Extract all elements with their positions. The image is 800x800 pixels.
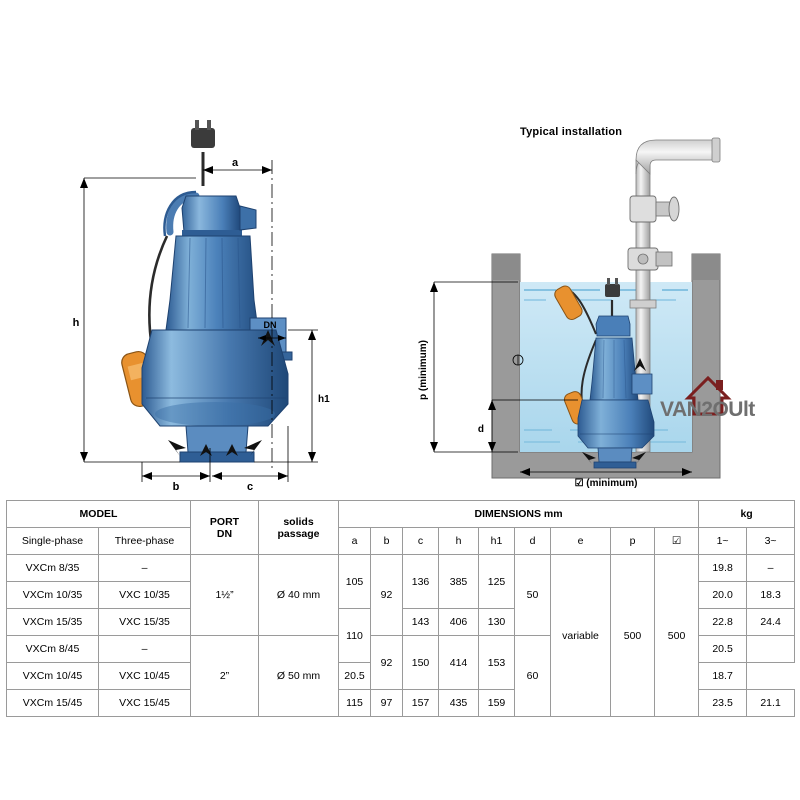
cell-a: 115 xyxy=(339,690,371,717)
header-dn-label: DN xyxy=(216,527,233,540)
cell-h: 385 xyxy=(439,555,479,609)
cell-c: 143 xyxy=(403,609,439,636)
cell-a: 110 xyxy=(339,609,371,663)
cell-h1: 153 xyxy=(479,636,515,690)
cell-solids: Ø 50 mm xyxy=(259,636,339,717)
installation-drawing xyxy=(400,0,800,490)
cell-kg-3: 18.7 xyxy=(699,663,747,690)
cell-p: 500 xyxy=(611,555,655,717)
cell-kg-1: 23.5 xyxy=(699,690,747,717)
cell-h1: 159 xyxy=(479,690,515,717)
cell-dn: 2” xyxy=(191,636,259,717)
cell-single-phase: VXCm 8/35 xyxy=(7,555,99,582)
label-p-minimum: p (minimum) xyxy=(418,340,429,400)
cell-three-phase: – xyxy=(99,555,191,582)
cell-single-phase: VXCm 10/35 xyxy=(7,582,99,609)
cell-single-phase: VXCm 15/35 xyxy=(7,609,99,636)
cell-kg-1: 22.8 xyxy=(699,609,747,636)
table-row xyxy=(7,555,795,582)
cell-kg-3 xyxy=(747,636,795,663)
cell-b: 92 xyxy=(371,636,403,690)
cell-single-phase: VXCm 8/45 xyxy=(7,636,99,663)
cell-three-phase: VXC 15/35 xyxy=(99,609,191,636)
watermark-text: VAN2OUlt xyxy=(660,398,755,421)
header-square: ☑ xyxy=(655,528,699,555)
cell-kg-1: 20.5 xyxy=(699,636,747,663)
cell-square: 500 xyxy=(655,555,699,717)
label-DN: DN xyxy=(263,320,277,330)
header-kg: kg xyxy=(699,501,795,528)
cell-single-phase: VXCm 10/45 xyxy=(7,663,99,690)
check-valve xyxy=(628,248,672,270)
header-c: c xyxy=(403,528,439,555)
cell-h1: 130 xyxy=(479,609,515,636)
header-dimensions: DIMENSIONS mm xyxy=(339,501,699,528)
cell-h: 406 xyxy=(439,609,479,636)
cell-h: 435 xyxy=(439,690,479,717)
specifications-table xyxy=(6,500,794,717)
label-h: h xyxy=(72,317,80,329)
cell-a: 105 xyxy=(339,555,371,609)
cell-e: variable xyxy=(551,555,611,717)
cell-c: 136 xyxy=(403,555,439,609)
cell-d: 60 xyxy=(515,636,551,717)
header-d: d xyxy=(515,528,551,555)
cell-solids: Ø 40 mm xyxy=(259,555,339,636)
cell-dn: 1½” xyxy=(191,555,259,636)
cell-kg-3: 21.1 xyxy=(747,690,795,717)
cell-single-phase: VXCm 15/45 xyxy=(7,690,99,717)
cell-three-phase: – xyxy=(99,636,191,663)
table-group-header-row xyxy=(7,501,795,528)
header-b: b xyxy=(371,528,403,555)
header-single-phase: Single-phase xyxy=(7,528,99,555)
cell-c: 157 xyxy=(403,690,439,717)
cell-kg-3: 18.3 xyxy=(747,582,795,609)
header-kg-1: 1~ xyxy=(699,528,747,555)
header-a: a xyxy=(339,528,371,555)
cell-h: 414 xyxy=(439,636,479,690)
header-model: MODEL xyxy=(7,501,191,528)
label-h1: h1 xyxy=(318,394,330,405)
cell-kg-1: 19.8 xyxy=(699,555,747,582)
header-h: h xyxy=(439,528,479,555)
pump-dimension-drawing xyxy=(0,0,400,490)
cell-kg-1: 20.0 xyxy=(699,582,747,609)
cell-kg-3: 24.4 xyxy=(747,609,795,636)
header-three-phase: Three-phase xyxy=(99,528,191,555)
label-a: a xyxy=(231,157,239,169)
label-d: d xyxy=(477,424,484,435)
cell-h1: 125 xyxy=(479,555,515,609)
header-p: p xyxy=(611,528,655,555)
cell-three-phase: VXC 15/45 xyxy=(99,690,191,717)
label-b: b xyxy=(172,481,180,490)
label-c: c xyxy=(246,481,254,490)
cell-c: 150 xyxy=(403,636,439,690)
header-kg-3: 3~ xyxy=(747,528,795,555)
header-e: e xyxy=(551,528,611,555)
header-port xyxy=(191,501,259,555)
gate-valve xyxy=(630,196,679,222)
cell-b: 92 xyxy=(371,555,403,636)
cell-kg-3: – xyxy=(747,555,795,582)
cell-kg-1: 20.5 xyxy=(339,663,371,690)
cell-three-phase: VXC 10/35 xyxy=(99,582,191,609)
header-solids-line2: passage xyxy=(277,527,320,540)
installation-title: Typical installation xyxy=(520,126,623,138)
header-h1: h1 xyxy=(479,528,515,555)
cell-d: 50 xyxy=(515,555,551,636)
cell-b: 97 xyxy=(371,690,403,717)
header-solids-line1: solids xyxy=(283,515,314,528)
table-column-header-row xyxy=(7,528,795,555)
cell-three-phase: VXC 10/45 xyxy=(99,663,191,690)
header-solids xyxy=(259,501,339,555)
header-port-label: PORT xyxy=(209,515,240,528)
label-square-minimum: ☑ (minimum) xyxy=(574,478,638,489)
